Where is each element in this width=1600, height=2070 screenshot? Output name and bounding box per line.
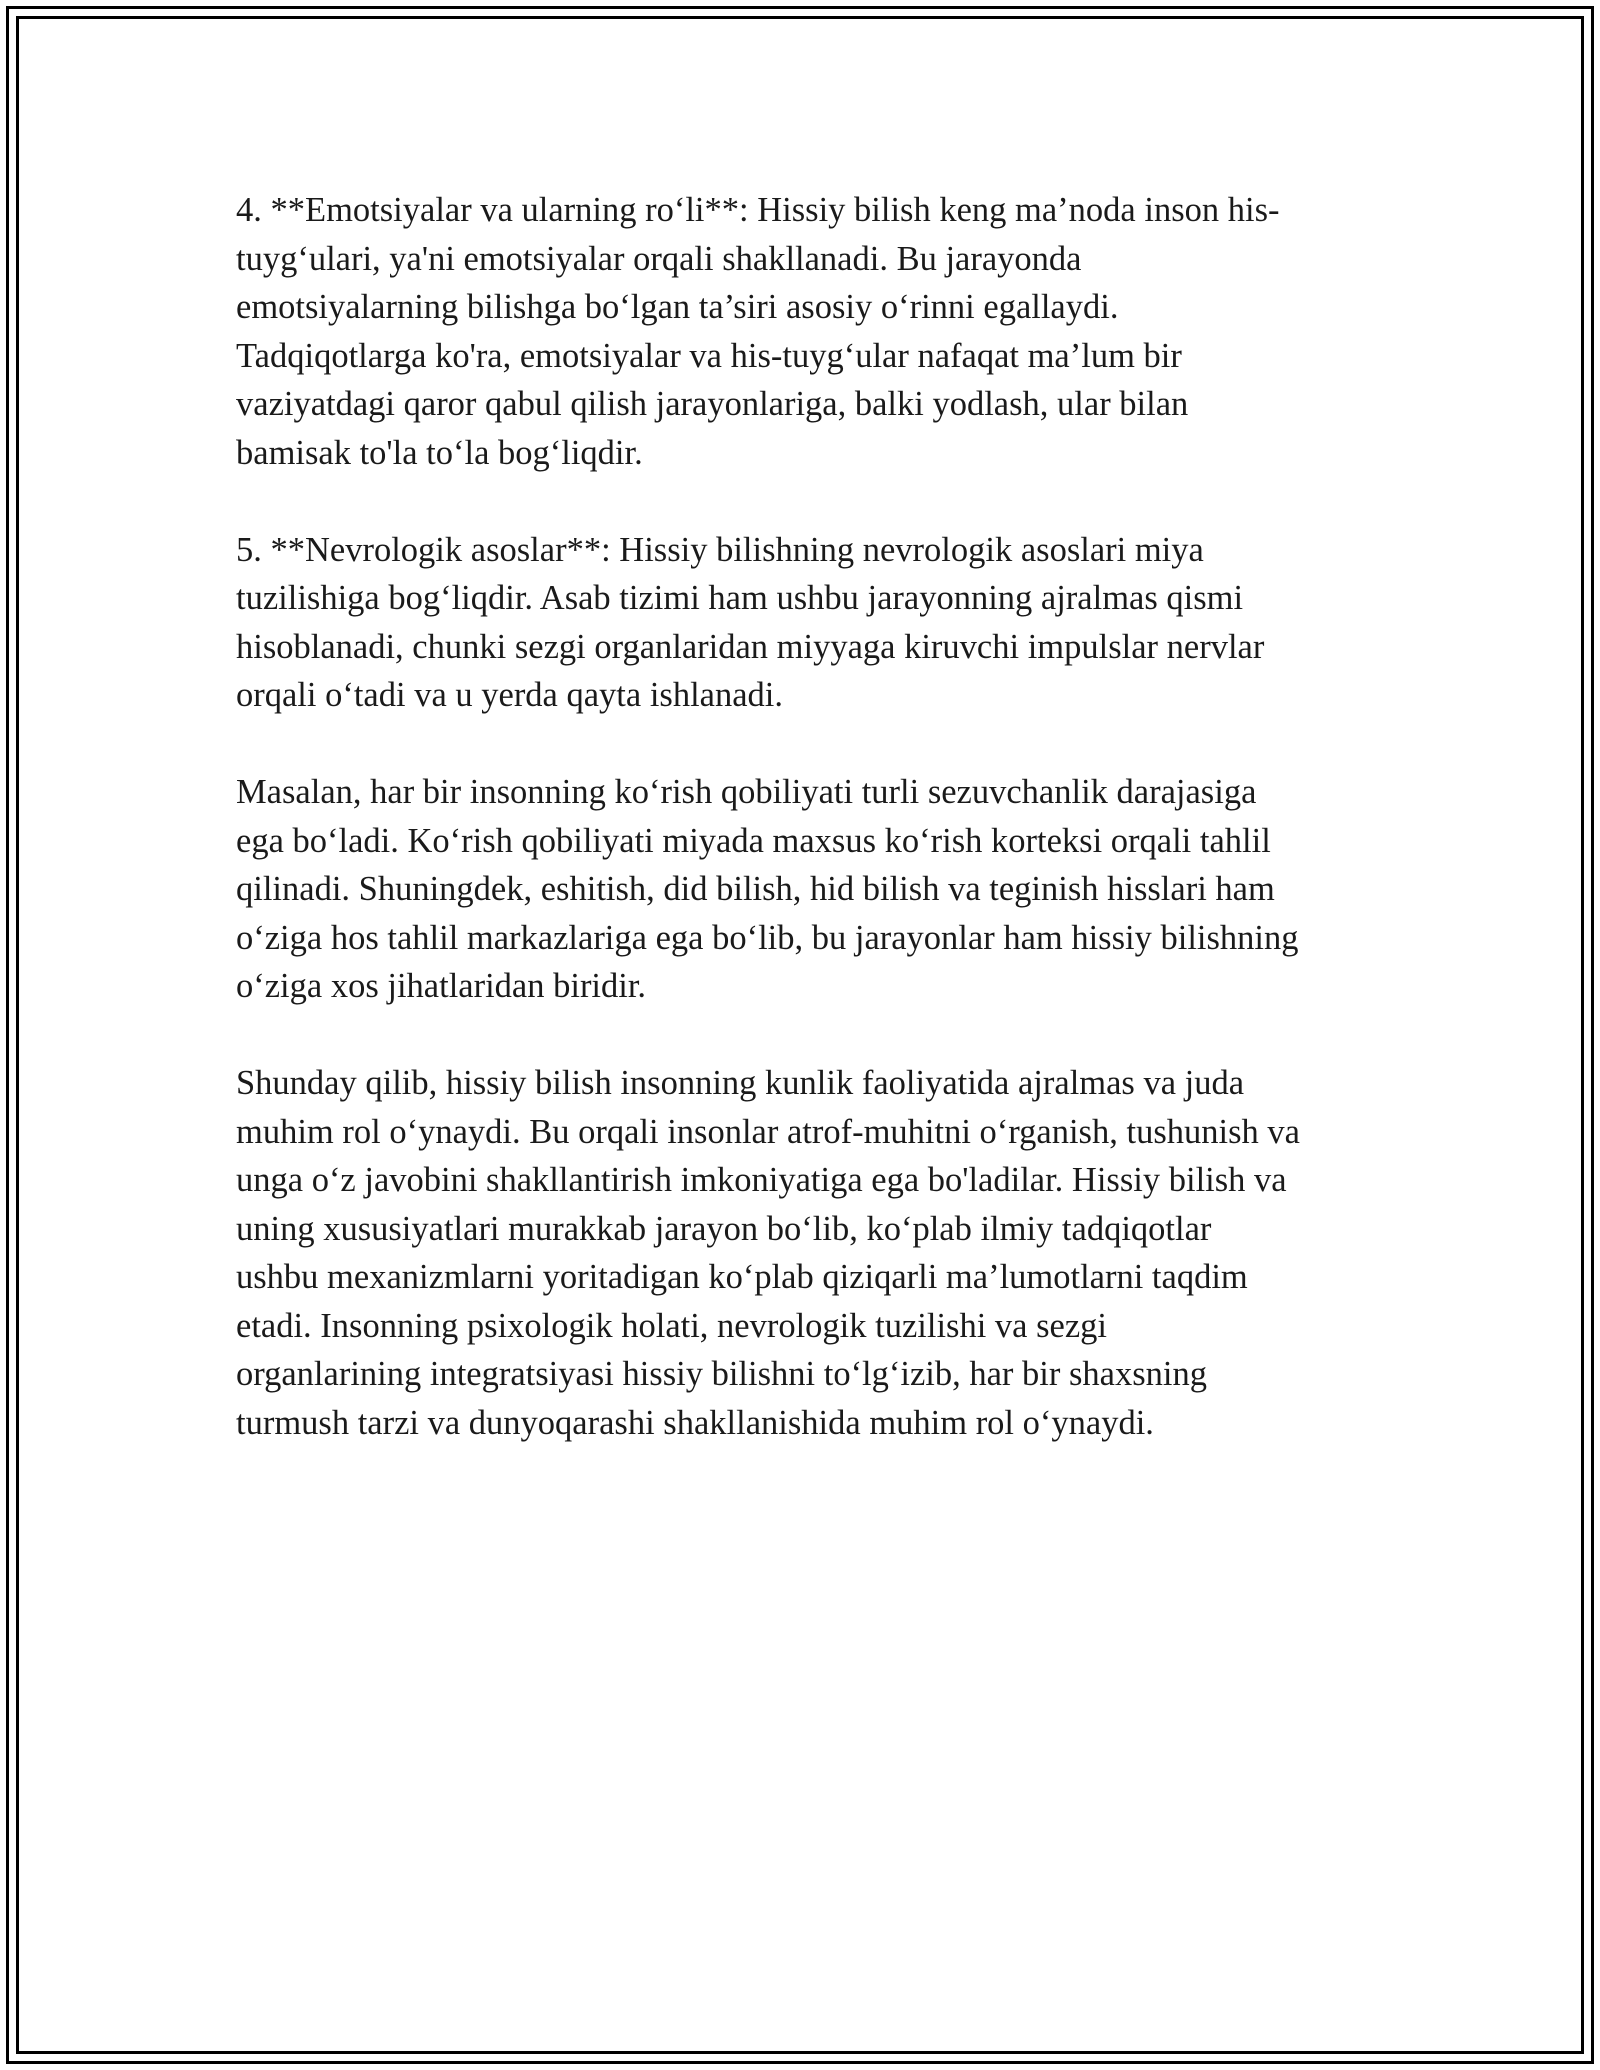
text-line: bamisak to'la to‘la bog‘liqdir. <box>236 433 643 472</box>
paragraph-conclusion <box>236 1059 1376 1447</box>
text-line: ushbu mexanizmlarni yoritadigan ko‘plab qiziqarli ma’lumotlarni taqdim <box>236 1258 1248 1296</box>
text-line: organlarining integratsiyasi hissiy bilishni to‘lg‘izib, har bir shaxsning <box>236 1355 1207 1393</box>
paragraph-example <box>236 768 1376 1011</box>
text-line: emotsiyalarning bilishga bo‘lgan ta’siri asosiy o‘rinni egallaydi. <box>236 288 1119 326</box>
text-line: ega bo‘ladi. Ko‘rish qobiliyati miyada maxsus ko‘rish korteksi orqali tahlil <box>236 821 1271 860</box>
text-line: Shunday qilib, hissiy bilish insonning kunlik faoliyatida ajralmas va juda <box>236 1064 1245 1102</box>
text-line: turmush tarzi va dunyoqarashi shakllanishida muhim rol o‘ynaydi. <box>236 1403 1154 1442</box>
text-line: tuzilishiga bog‘liqdir. Asab tizimi ham ushbu jarayonning ajralmas qismi <box>236 579 1244 617</box>
text-line: unga o‘z javobini shakllantirish imkoniyatiga ega bo'ladilar. Hissiy bilish va <box>236 1161 1287 1199</box>
text-line: orqali o‘tadi va u yerda qayta ishlanadi. <box>236 676 784 714</box>
text-line: hisoblanadi, chunki sezgi organlaridan miyyaga kiruvchi impulslar nervlar <box>236 627 1265 666</box>
text-line: 4. **Emotsiyalar va ularning ro‘li**: Hissiy bilish keng ma’noda inson his- <box>236 191 1280 229</box>
text-line: Tadqiqotlarga ko'ra, emotsiyalar va his-tuyg‘ular nafaqat ma’lum bir <box>236 336 1182 375</box>
text-line: o‘ziga hos tahlil markazlariga ega bo‘lib, bu jarayonlar ham hissiy bilishning <box>236 918 1299 957</box>
text-line: muhim rol o‘ynaydi. Bu orqali insonlar atrof-muhitni o‘rganish, tushunish va <box>236 1112 1300 1151</box>
text-line: o‘ziga xos jihatlaridan biridir. <box>236 967 647 1005</box>
paragraph-neurological <box>236 526 1376 720</box>
text-line: vaziyatdagi qaror qabul qilish jarayonlariga, balki yodlash, ular bilan <box>236 385 1189 423</box>
text-line: qilinadi. Shuningdek, eshitish, did bilish, hid bilish va teginish hisslari ham <box>236 870 1275 908</box>
text-line: etadi. Insonning psixologik holati, nevrologik tuzilishi va sezgi <box>236 1306 1108 1345</box>
text-line: uning xususiyatlari murakkab jarayon bo‘lib, ko‘plab ilmiy tadqiqotlar <box>236 1209 1212 1248</box>
text-line: Masalan, har bir insonning ko‘rish qobiliyati turli sezuvchanlik darajasiga <box>236 773 1257 811</box>
text-line: 5. **Nevrologik asoslar**: Hissiy bilishning nevrologik asoslari miya <box>236 530 1204 569</box>
text-line: tuyg‘ulari, ya'ni emotsiyalar orqali shakllanadi. Bu jarayonda <box>236 239 1082 278</box>
paragraph-emotions <box>236 186 1376 477</box>
document-body <box>236 186 1376 1496</box>
